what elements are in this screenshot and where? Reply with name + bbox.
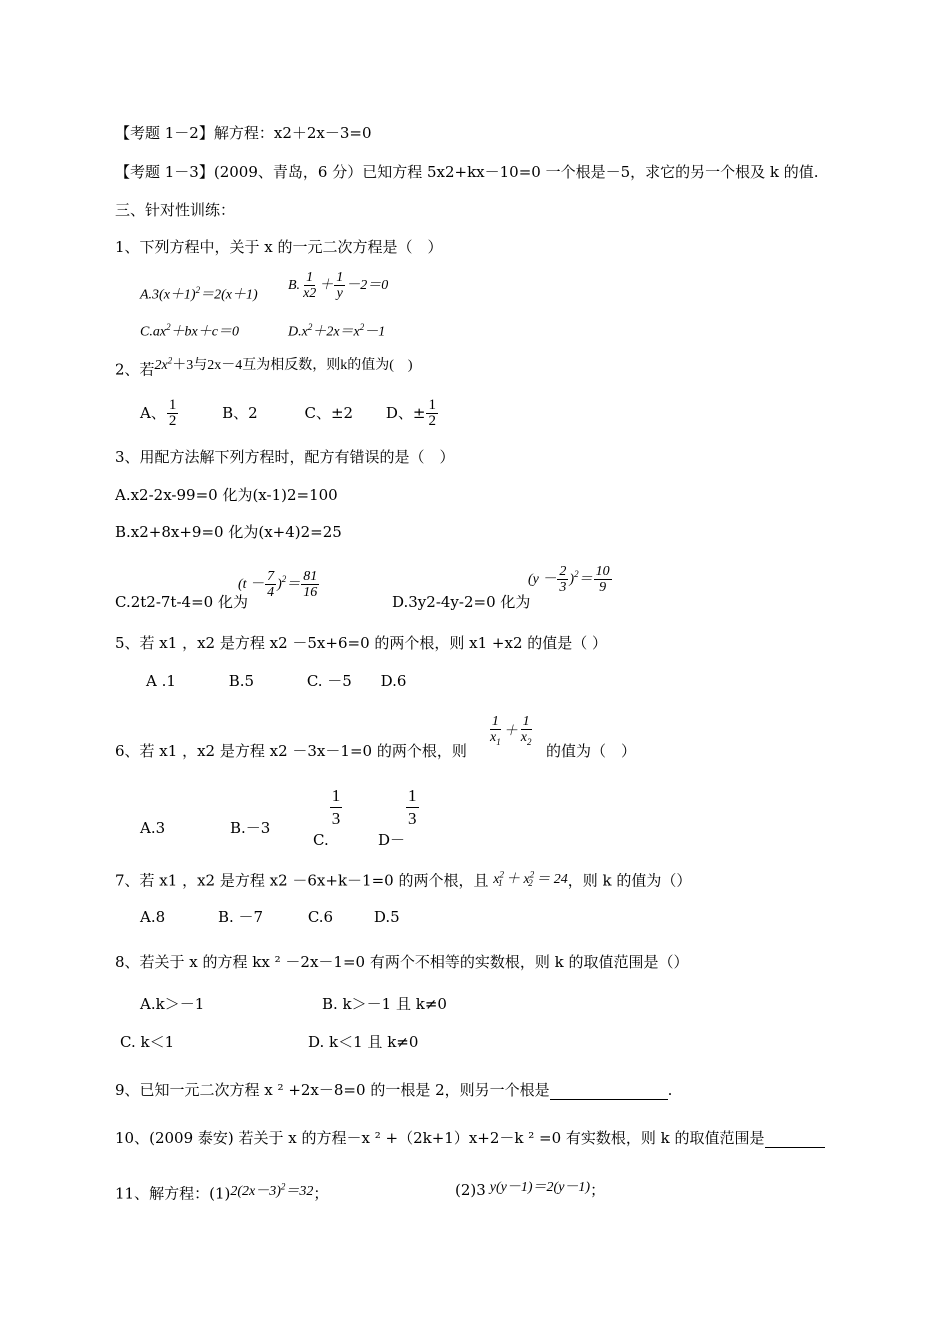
q7-option-b: B. －7	[217, 908, 264, 926]
q7-options	[140, 907, 400, 927]
q2-option-a: A、 $\frac{1}{2}$	[140, 397, 177, 429]
q6-option-d: D－ $\frac{1}{3}$	[378, 786, 417, 849]
q5-option-d: D.6	[380, 672, 407, 690]
q8-option-d: D. k＜1 且 k≠0	[308, 1033, 419, 1051]
q5-options	[146, 671, 406, 691]
q1-option-d: $D.x^2+2x=x^2-1$	[288, 322, 386, 340]
q2-options	[140, 398, 439, 429]
q6-option-b: B.－3	[230, 819, 271, 837]
q1-option-a: $A.3(x+1)^2=2(x+1)$	[140, 285, 258, 303]
q3-stem: 3、用配方法解下列方程时，配方有错误的是（ ）	[115, 448, 455, 466]
q8-option-a: A.k＞－1	[140, 995, 205, 1013]
section-heading: 三、针对性训练：	[115, 201, 236, 219]
q2-option-b: B、2	[222, 404, 258, 422]
q3-option-d: D.3y2-4y-2=0 化为	[392, 593, 531, 611]
q9-answer-blank[interactable]	[550, 1083, 668, 1100]
q6-stem-pre: 6、若 x1 ，x2 是方程 x2 －3x－1=0 的两个根，则	[115, 742, 467, 760]
q8-option-b: B. k＞－1 且 k≠0	[322, 995, 447, 1013]
q8-stem: 8、若关于 x 的方程 kx ² －2x－1=0 有两个不相等的实数根，则 k 的取值范围是（）	[115, 953, 689, 971]
q7-stem: 7、若 x1 ，x2 是方程 x2 －6x+k－1=0 的两个根，且 $x^2_1 + x^2_2 = 24$，则 k 的值为（）	[115, 869, 692, 890]
q6-stem-post: 的值为（ ）	[546, 742, 637, 760]
q2-stem: 2、若$2x^2+3$与2x－4互为相反数，则k的值为( )	[115, 355, 413, 379]
q8-option-c: C. k＜1	[120, 1033, 175, 1051]
q5-option-a: A .1	[146, 672, 176, 690]
q11-equation-1: $2(2x-3)^2=32$	[230, 1181, 314, 1199]
q10-stem: 10、(2009 泰安) 若关于 x 的方程－x ² +（2k+1）x+2－k ² =0 有实数根，则 k 的取值范围是	[115, 1128, 825, 1148]
exam-1-2: 【考题 1－2】解方程：x2＋2x－3=0	[115, 124, 372, 142]
q1-option-c: $C.ax^2+bx+c=0$	[140, 322, 239, 340]
q5-option-b: B.5	[228, 672, 255, 690]
q6-option-c: C. $\frac{1}{3}$	[313, 786, 341, 849]
q3-option-d-expr: (y － $\frac{2}{3}$ )$^2$＝ $\frac{10}{9}$	[528, 564, 610, 595]
q11-stem: 11、解方程：$(1)2(2x-3)^2=32$；	[115, 1181, 329, 1203]
q9-stem: 9、已知一元二次方程 x ² +2x－8=0 的一根是 2，则另一个根是 .	[115, 1081, 673, 1099]
q6-reciprocal-sum: $\frac{1}{x_1}$ ＋ $\frac{1}{x_2}$	[490, 714, 532, 747]
q6-option-a: A.3	[140, 819, 166, 837]
q3-option-c: C.2t2-7t-4=0 化为	[115, 593, 248, 611]
q3-option-a: A.x2-2x-99=0 化为(x-1)2=100	[115, 486, 338, 504]
q5-option-c: C. －5	[306, 672, 352, 690]
exam-1-3: 【考题 1－3】(2009、青岛，6 分）已知方程 5x2+kx－10=0 一个根是－5，求它的另一个根及 k 的值.	[115, 163, 819, 181]
q5-stem: 5、若 x1 ，x2 是方程 x2 －5x+6=0 的两个根，则 x1 +x2 的值是（ ）	[115, 634, 608, 652]
q7-option-a: A.8	[140, 908, 166, 926]
q7-option-c: C.6	[307, 908, 334, 926]
q11-equation-2: y(y－1)＝2(y－1)	[489, 1180, 591, 1195]
q7-option-d: D.5	[373, 908, 400, 926]
q7-sum-of-squares: $x^2_1 + x^2_2 = 24$	[493, 869, 568, 889]
q11-part-2: (2)3 y(y－1)＝2(y－1)；	[455, 1180, 606, 1199]
q1-option-b: B. $\frac{1}{x2}$ ＋ $\frac{1}{y}$ －2＝0	[288, 270, 389, 301]
q10-answer-blank[interactable]	[765, 1131, 825, 1148]
q2-option-d: D、± $\frac{1}{2}$	[385, 397, 436, 429]
q3-option-b: B.x2+8x+9=0 化为(x+4)2=25	[115, 523, 342, 541]
q3-option-c-expr: (t － $\frac{7}{4}$ )$^2$＝ $\frac{81}{16}$	[238, 569, 318, 600]
q1-stem: 1、下列方程中，关于 x 的一元二次方程是（ ）	[115, 238, 443, 256]
q2-option-c: C、±2	[304, 404, 354, 422]
